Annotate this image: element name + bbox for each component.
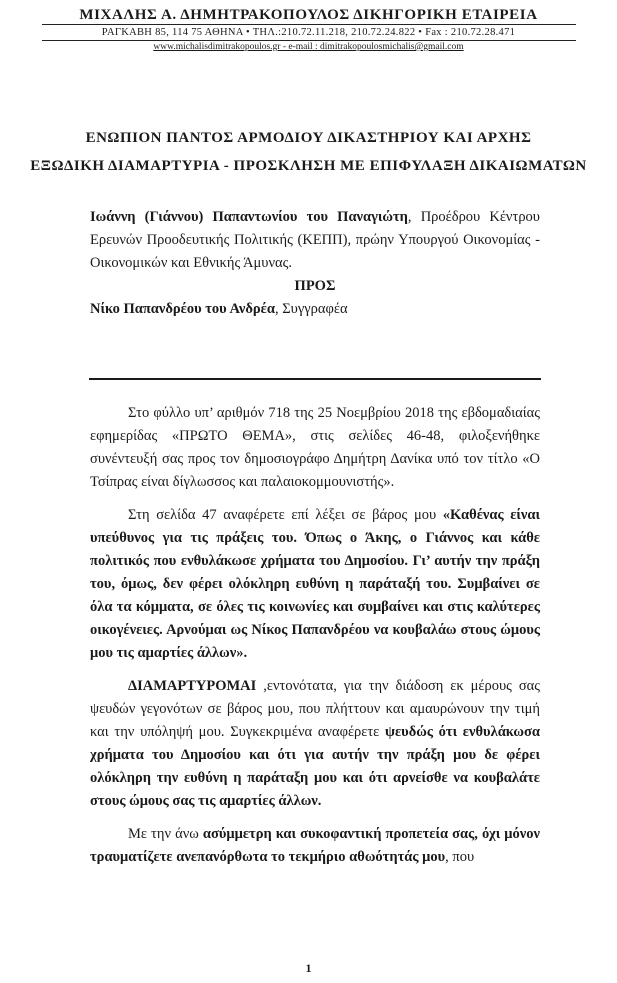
letterhead: [0, 6, 617, 53]
sender-name: Ιωάννη (Γιάννου) Παπαντωνίου του Παναγιώτη: [90, 209, 408, 225]
firm-contact: [0, 41, 617, 53]
to-label: ΠΡΟΣ: [294, 278, 336, 294]
protest-keyword: ΔΙΑΜΑΡΤΥΡΟΜΑΙ: [128, 678, 257, 694]
paragraph-4-rest: , που: [445, 849, 475, 865]
paragraph-2-intro: Στη σελίδα 47 αναφέρετε επί λέξει σε βάρος μου: [128, 507, 443, 523]
parties-block: [90, 206, 540, 321]
paragraph-4: [90, 823, 540, 869]
paragraph-3-text: ,εντονότατα, για την διάδοση εκ μέρους σας ψευδών γεγονότων σε βάρος μου, που πλήττουν και αμαυρώνουν την τιμή και την υπόληψή μου. Συγκεκριμένα αναφέρετε: [90, 678, 540, 740]
document-body: [90, 402, 540, 879]
sender-description: , Προέδρου Κέντρου Ερευνών Προοδευτικής Πολιτικής (ΚΕΠΠ), πρώην Υπουργού Οικονομίας - Οικονομικών και Εθνικής Άμυνας.: [90, 209, 540, 271]
website-link[interactable]: www.michalisdimitrakopoulos.gr: [153, 42, 281, 52]
email-label: - e-mail :: [280, 42, 321, 52]
heading-title: ΕΞΩΔΙΚΗ ΔΙΑΜΑΡΤΥΡΙΑ - ΠΡΟΣΚΛΗΣΗ ΜΕ ΕΠΙΦΥΛΑΞΗ ΔΙΚΑΙΩΜΑΤΩΝ: [30, 158, 587, 174]
heading-court: ΕΝΩΠΙΟΝ ΠΑΝΤΟΣ ΑΡΜΟΔΙΟΥ ΔΙΚΑΣΤΗΡΙΟΥ ΚΑΙ ΑΡΧΗΣ: [85, 130, 532, 146]
email-link[interactable]: dimitrakopoulosmichalis@gmail.com: [320, 42, 464, 52]
paragraph-2: [90, 504, 540, 665]
recipient-name: Νίκο Παπανδρέου του Ανδρέα: [90, 301, 275, 317]
page-number: 1: [305, 961, 312, 975]
paragraph-2-quote: «Καθένας είναι υπεύθυνος για τις πράξεις του. Όπως ο Άκης, ο Γιάννος και κάθε πολιτικός που ενθυλάκωσε χρήματα του Δημοσίου. Γι’ αυτήν την πράξη του, όμως, δεν φέρει ολόκληρη ευθύνη η παράταξή του. Συμβαίνει σε όλα τα κόμματα, σε όλες τις κοινωνίες και συμβαίνει και στις καλύτερες οικογένειες. Αρνούμαι ως Νίκος Παπανδρέου να κουβαλάω στους ώμους μου τις αμαρτίες άλλων».: [90, 507, 540, 661]
separator-rule: [89, 378, 541, 380]
sender-paragraph: [90, 206, 540, 275]
document-headings: [0, 124, 617, 180]
paragraph-3: [90, 675, 540, 813]
recipient-paragraph: [90, 298, 540, 321]
firm-address: ΡΑΓΚΑΒΗ 85, 114 75 ΑΘΗΝΑ • ΤΗΛ.:210.72.11.218, 210.72.24.822 • Fax : 210.72.28.471: [42, 24, 576, 41]
paragraph-4-intro: Με την άνω: [128, 826, 203, 842]
firm-name: ΜΙΧΑΛΗΣ Α. ΔΗΜΗΤΡΑΚΟΠΟΥΛΟΣ ΔΙΚΗΓΟΡΙΚΗ ΕΤΑΙΡΕΙΑ: [79, 7, 538, 23]
recipient-description: , Συγγραφέα: [274, 301, 348, 317]
paragraph-4-bold: ασύμμετρη και συκοφαντική προπετεία σας, όχι μόνον τραυματίζετε ανεπανόρθωτα το τεκμήριο αθωότητάς μου: [90, 826, 540, 865]
paragraph-3-claim: ψευδώς ότι ενθυλάκωσα χρήματα του Δημοσίου και ότι για αυτήν την πράξη μου δε φέρει ολόκληρη την ευθύνη η παράταξη μου και ότι αρνείσθε να κουβαλάτε στους ώμους σας τις αμαρτίες άλλων.: [90, 724, 540, 809]
paragraph-1: Στο φύλλο υπ’ αριθμόν 718 της 25 Νοεμβρίου 2018 της εβδομαδιαίας εφημερίδας «ΠΡΩΤΟ ΘΕΜΑ», στις σελίδες 46-48, φιλοξενήθηκε συνέντευξή σας προς τον δημοσιογράφο Δημήτρη Δανίκα υπό τον τίτλο «Ο Τσίπρας είναι δίγλωσσος και παλαιοκομμουνιστής».: [90, 405, 540, 490]
